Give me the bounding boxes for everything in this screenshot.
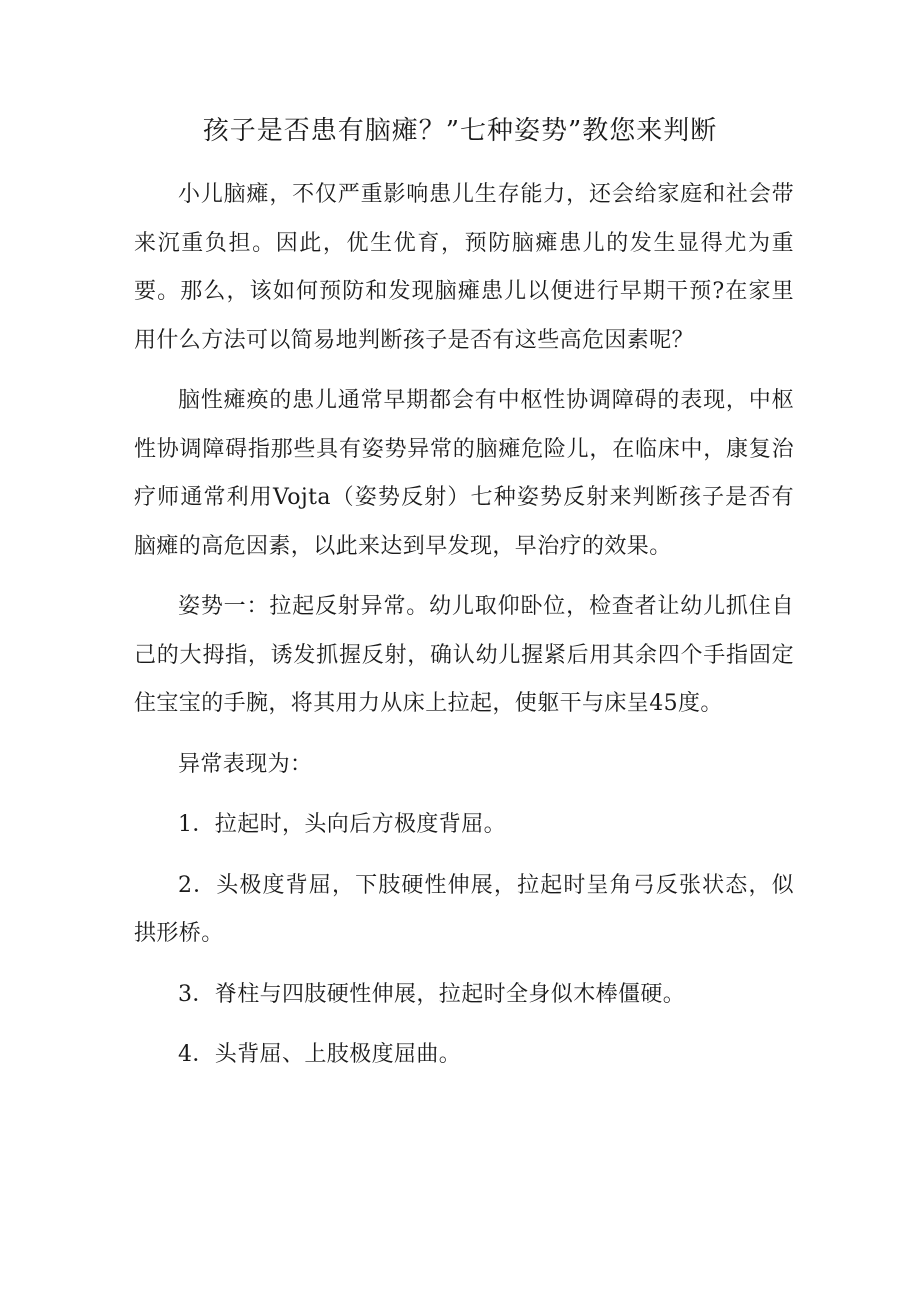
list-item-2: 2．头极度背屈，下肢硬性伸展，拉起时呈角弓反张状态，似拱形桥。 [134,872,794,946]
paragraph-posture-one: 姿势一：拉起反射异常。幼儿取仰卧位，检查者让幼儿抓住自己的大拇指，诱发抓握反射，确认幼儿握紧后用其余四个手指固定住宝宝的手腕，将其用力从床上拉起，使躯干与床呈45度。 [134,594,794,716]
document-title: 孩子是否患有脑瘫？”七种姿势”教您来判断 [202,116,718,146]
document-body [134,171,794,1092]
list-item-4: 4．头背屈、上肢极度屈曲。 [178,1042,462,1067]
paragraph-intro: 小儿脑瘫，不仅严重影响患儿生存能力，还会给家庭和社会带来沉重负担。因此，优生优育，预防脑瘫患儿的发生显得尤为重要。那么，该如何预防和发现脑瘫患儿以便进行早期干预?在家里用什么方法可以简易地判断孩子是否有这些高危因素呢？ [134,182,794,353]
list-item-1: 1．拉起时，头向后方极度背屈。 [178,812,506,837]
paragraph-abnormal-heading: 异常表现为： [178,751,313,777]
list-item-3: 3．脊柱与四肢硬性伸展，拉起时全身似木棒僵硬。 [178,981,686,1007]
paragraph-background: 脑性瘫痪的患儿通常早期都会有中枢性协调障碍的表现，中枢性协调障碍指那些具有姿势异常的脑瘫危险儿，在临床中，康复治疗师通常利用Vojta（姿势反射）七种姿势反射来判断孩子是否有脑瘫的高危因素，以此来达到早发现，早治疗的效果。 [134,388,794,559]
